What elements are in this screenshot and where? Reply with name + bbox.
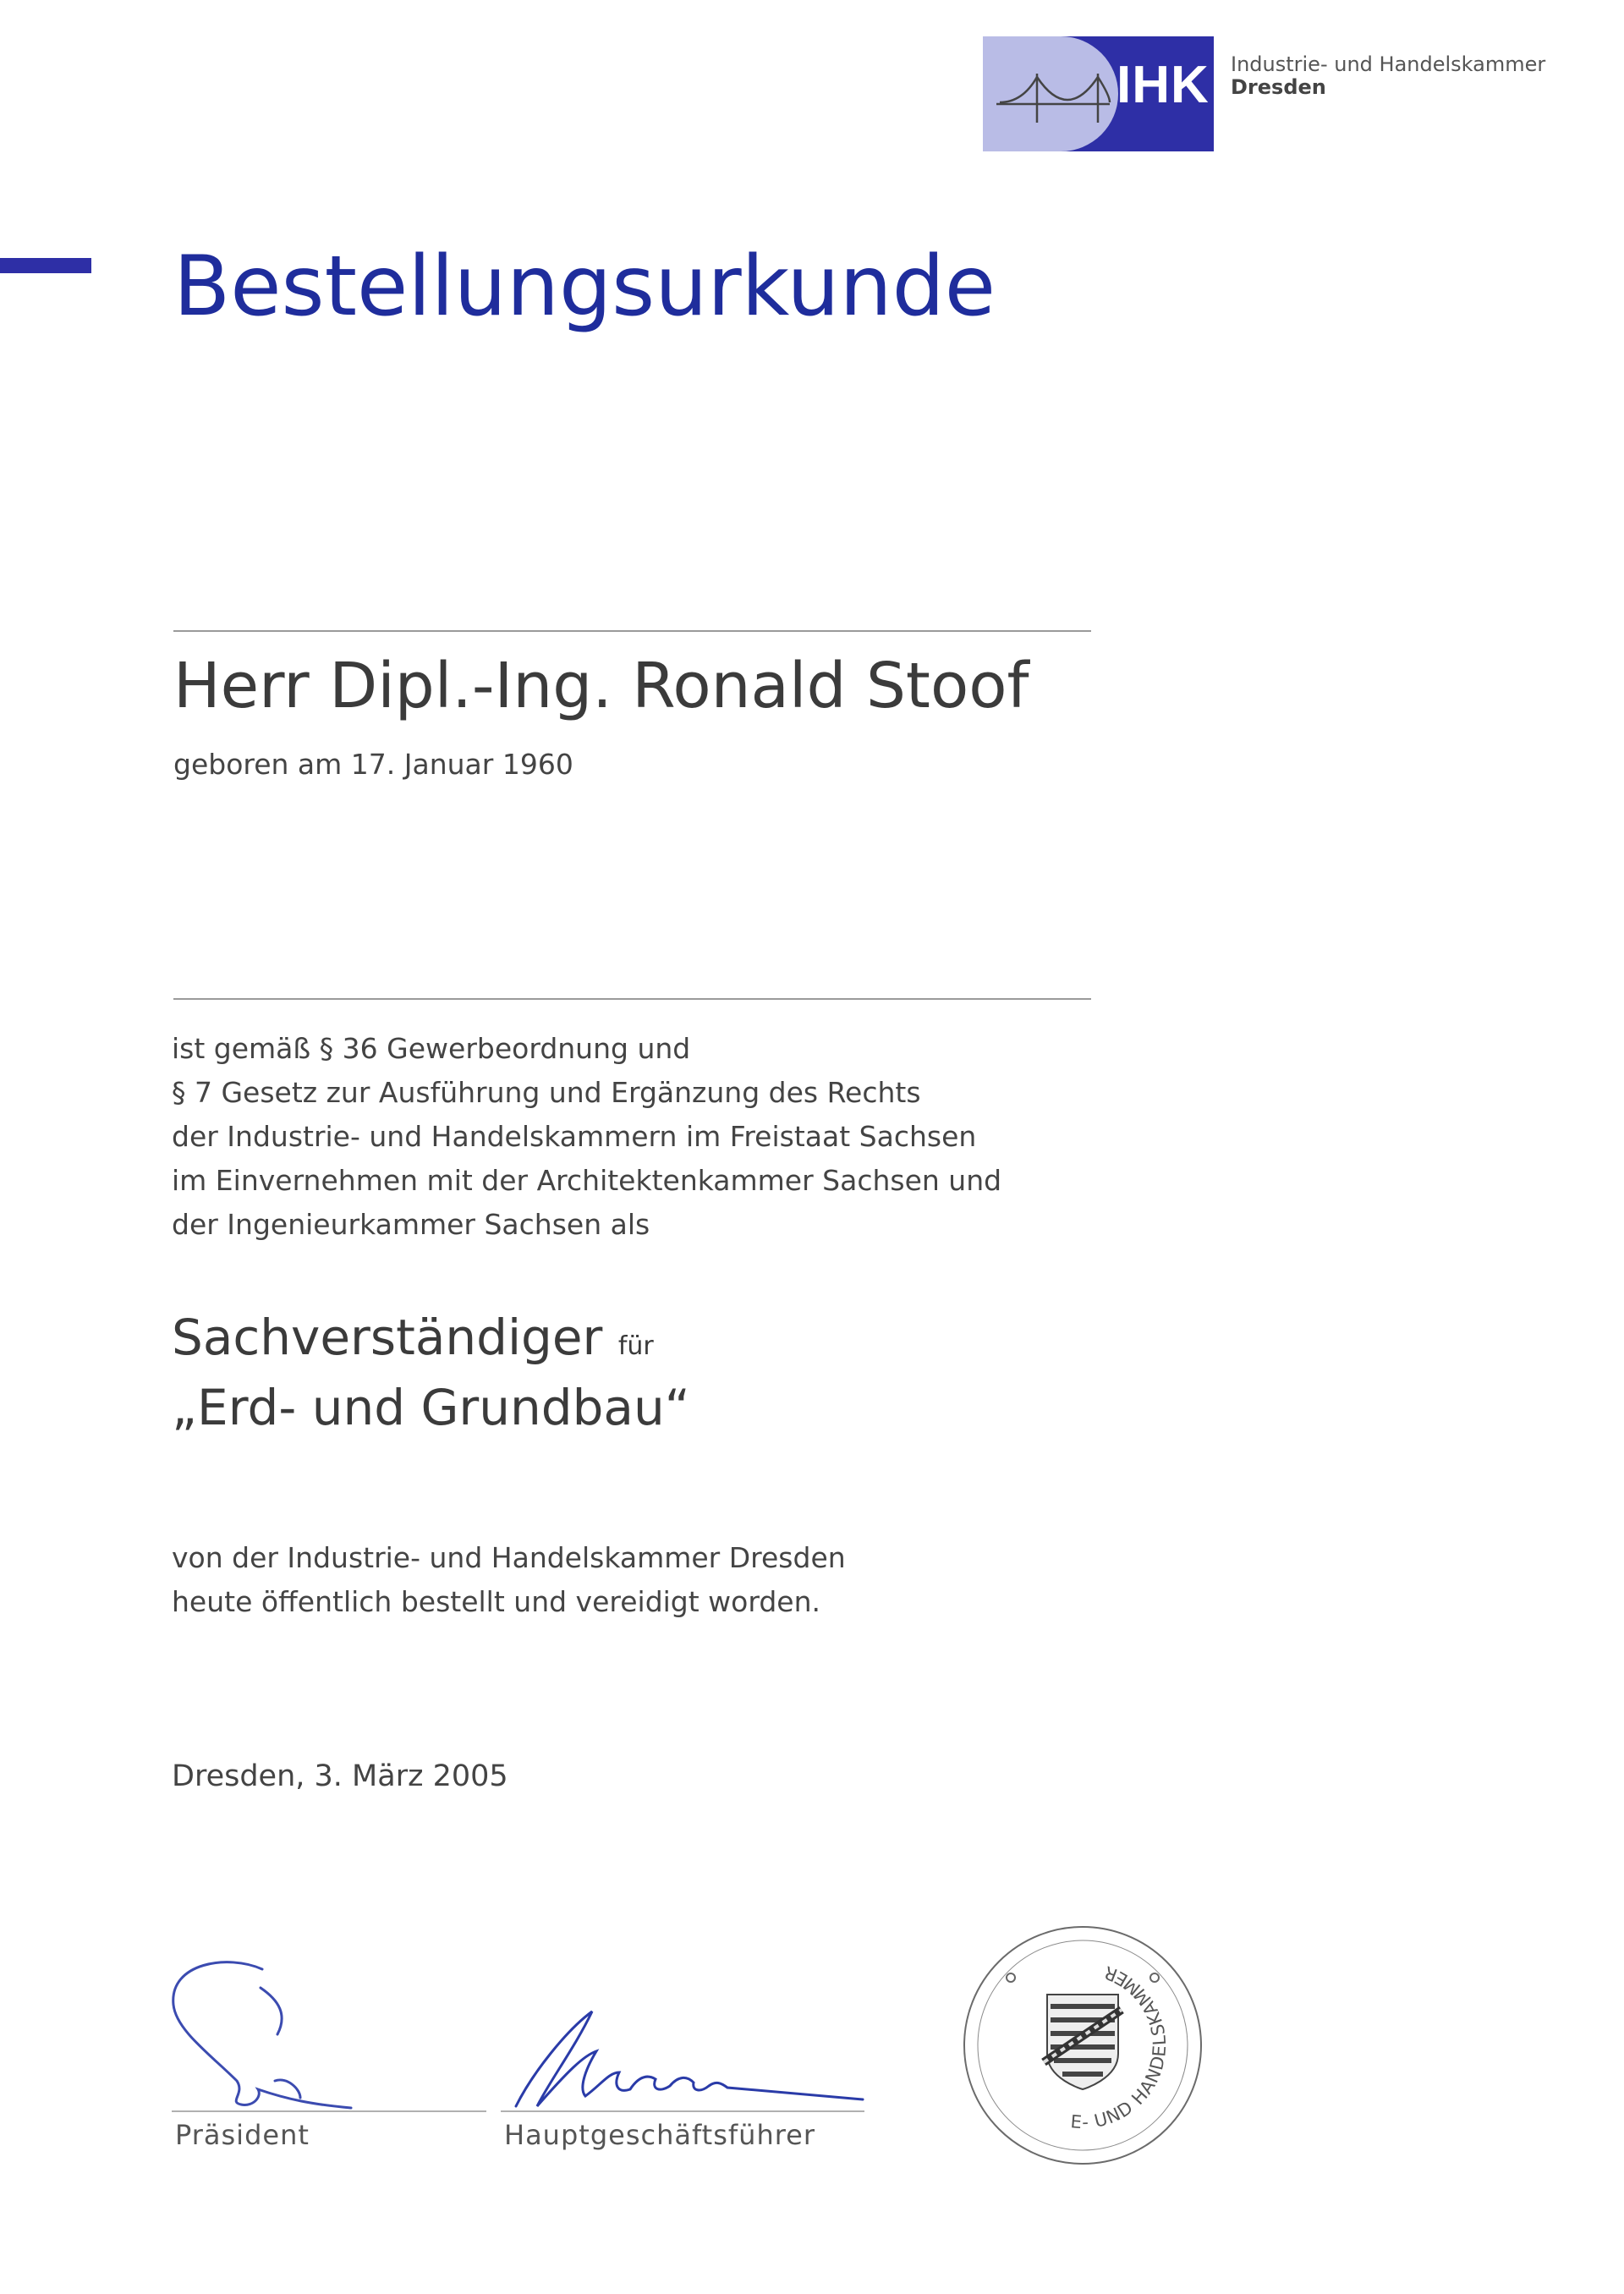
official-seal-icon — [956, 1918, 1210, 2172]
accent-bar — [0, 258, 91, 273]
divider — [173, 998, 1091, 1000]
legal-basis-text — [172, 1027, 1001, 1247]
recipient-name: Herr Dipl.-Ing. Ronald Stoof — [173, 650, 1029, 722]
role-field: „Erd- und Grundbau“ — [172, 1379, 690, 1436]
signature-line-president — [172, 2110, 486, 2112]
text-line: heute öffentlich bestellt und vereidigt worden. — [172, 1585, 821, 1618]
text-line: im Einvernehmen mit der Architektenkammer Sachsen und — [172, 1164, 1002, 1197]
text-line: der Ingenieurkammer Sachsen als — [172, 1208, 650, 1241]
manager-label: Hauptgeschäftsführer — [504, 2119, 816, 2151]
role-title: Sachverständiger — [172, 1309, 603, 1366]
bridge-icon — [993, 62, 1111, 129]
text-line: ist gemäß § 36 Gewerbeordnung und — [172, 1032, 691, 1065]
president-label: Präsident — [175, 2119, 310, 2151]
role-preposition: für — [617, 1331, 654, 1361]
place-and-date: Dresden, 3. März 2005 — [172, 1759, 508, 1793]
birth-date: geboren am 17. Januar 1960 — [173, 748, 573, 781]
text-line: § 7 Gesetz zur Ausführung und Ergänzung des Rechts — [172, 1076, 921, 1109]
ihk-logo — [983, 36, 1214, 151]
manager-signature — [491, 2005, 880, 2123]
president-signature — [161, 1954, 364, 2123]
seal-text: INDUSTRIE- UND HANDELSKAMMER — [1069, 1962, 1171, 2133]
text-line: der Industrie- und Handelskammern im Freistaat Sachsen — [172, 1120, 977, 1153]
document-title: Bestellungsurkunde — [173, 239, 996, 335]
text-line: von der Industrie- und Handelskammer Dresden — [172, 1541, 846, 1574]
signature-line-manager — [501, 2110, 864, 2112]
chamber-name: Industrie- und Handelskammer — [1231, 52, 1546, 76]
issued-text — [172, 1536, 846, 1624]
divider — [173, 630, 1091, 632]
chamber-city: Dresden — [1231, 75, 1326, 99]
role-block — [172, 1307, 690, 1438]
logo-text: IHK — [1116, 56, 1210, 114]
